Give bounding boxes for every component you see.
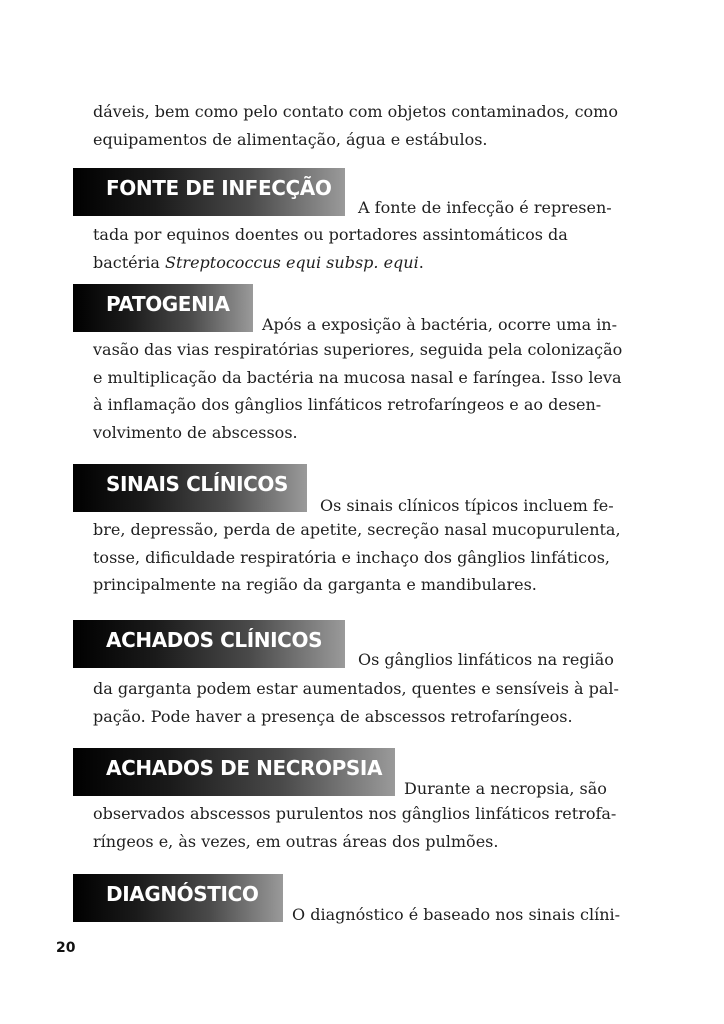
species-name: Streptococcus equi subsp. equi [165, 252, 419, 272]
necropsia-line-1: observados abscessos purulentos nos gânglios linfáticos retrofa- [93, 804, 617, 823]
sinais-line-3: principalmente na região da garganta e mandibulares. [93, 575, 537, 594]
patogenia-line-1: vasão das vias respiratórias superiores, seguida pela colonização [93, 340, 623, 359]
fonte-line-2 [93, 249, 633, 277]
achados-paragraph [93, 675, 633, 730]
fonte-paragraph [93, 221, 633, 276]
section-heading: FONTE DE INFECÇÃO [106, 176, 332, 200]
intro-paragraph [93, 98, 633, 153]
fonte-line-2-prefix: bactéria [93, 252, 166, 272]
section-heading: DIAGNÓSTICO [106, 882, 259, 906]
intro-line-2: equipamentos de alimentação, água e estábulos. [93, 129, 488, 149]
section-heading-box [73, 748, 395, 796]
section-heading: SINAIS CLÍNICOS [106, 472, 288, 496]
section-heading-box [73, 874, 283, 922]
section-heading-box [73, 284, 253, 332]
page-number: 20 [56, 940, 76, 956]
necropsia-line-2: ríngeos e, às vezes, em outras áreas dos pulmões. [93, 831, 499, 851]
achados-line-1: da garganta podem estar aumentados, quentes e sensíveis à pal- [93, 679, 619, 698]
section-lead-text: Os sinais clínicos típicos incluem fe- [320, 496, 614, 515]
intro-line-1: dáveis, bem como pelo contato com objetos contaminados, como [93, 102, 618, 121]
section-lead-text: Após a exposição à bactéria, ocorre uma in- [262, 315, 618, 334]
section-heading-box [73, 620, 345, 668]
section-heading: ACHADOS CLÍNICOS [106, 628, 323, 652]
fonte-line-2-suffix: . [418, 252, 424, 272]
necropsia-paragraph [93, 800, 633, 855]
achados-line-2: pação. Pode haver a presença de abscessos retrofaríngeos. [93, 706, 573, 726]
section-lead-text: Durante a necropsia, são [404, 779, 607, 798]
section-lead-text: O diagnóstico é baseado nos sinais clíni- [292, 905, 621, 924]
section-heading: PATOGENIA [106, 292, 230, 316]
patogenia-line-3: à inflamação dos gânglios linfáticos retrofaríngeos e ao desen- [93, 395, 602, 414]
patogenia-paragraph [93, 336, 633, 446]
sinais-line-1: bre, depressão, perda de apetite, secreção nasal mucopurulenta, [93, 520, 621, 539]
section-heading-box [73, 464, 307, 512]
sinais-paragraph [93, 516, 633, 599]
section-heading: ACHADOS DE NECROPSIA [106, 756, 383, 780]
section-lead-text: A fonte de infecção é represen- [358, 198, 612, 217]
section-lead-text: Os gânglios linfáticos na região [358, 650, 614, 669]
sinais-line-2: tosse, dificuldade respiratória e inchaço dos gânglios linfáticos, [93, 547, 611, 567]
patogenia-line-2: e multiplicação da bactéria na mucosa nasal e faríngea. Isso leva [93, 367, 622, 387]
section-heading-box [73, 168, 345, 216]
patogenia-line-4: volvimento de abscessos. [93, 422, 298, 442]
fonte-line-1: tada por equinos doentes ou portadores assintomáticos da [93, 225, 568, 244]
